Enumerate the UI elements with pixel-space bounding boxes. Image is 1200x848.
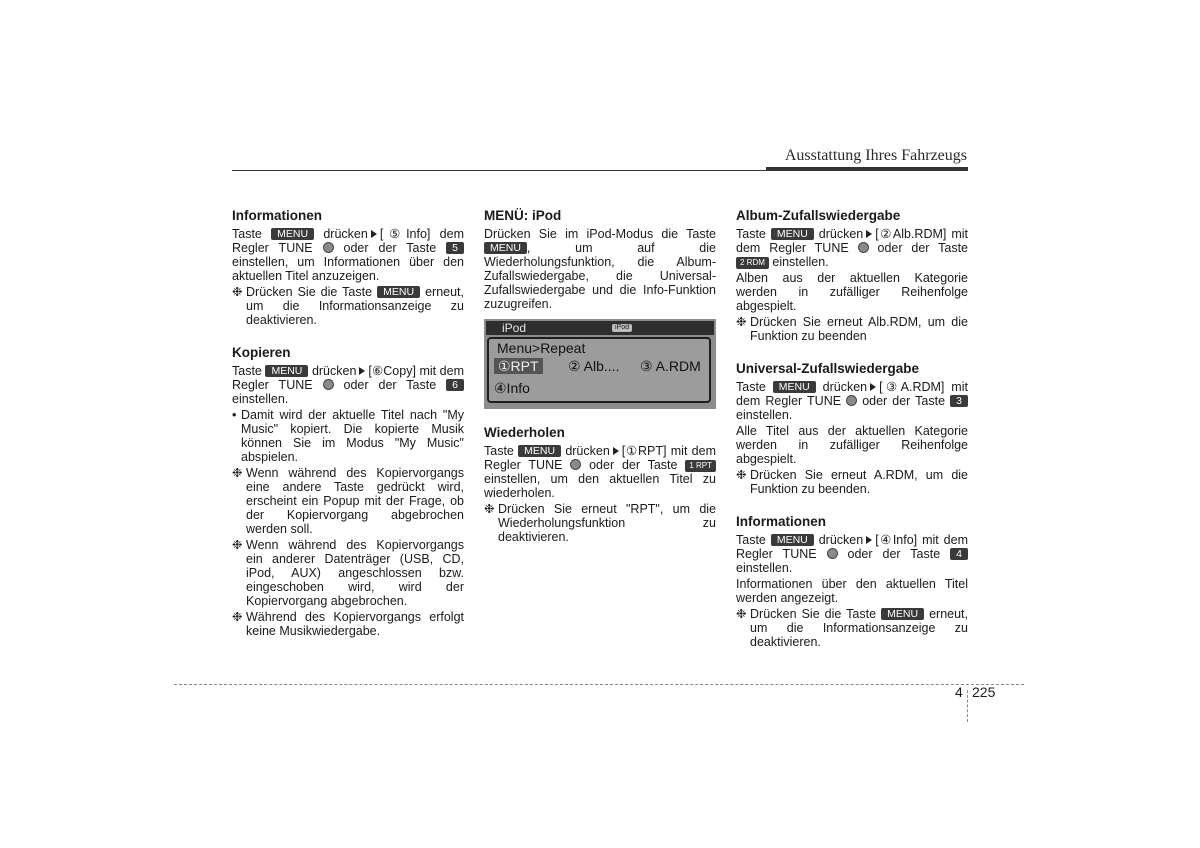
column-2 (484, 208, 716, 546)
text: einstellen. (772, 255, 829, 269)
paragraph (232, 364, 464, 406)
key-5: 5 (446, 242, 464, 254)
column-3 (736, 208, 968, 651)
text: [①RPT] mit dem Regler TUNE (484, 444, 716, 472)
menu-key: MENU (265, 365, 308, 377)
text: , um auf die Wiederholungsfunktion, die Album-Zufallswiedergabe, die Universal-Zufallswiedergabe und die Info-Funktion zuzugreifen. (484, 241, 716, 311)
text: Taste (736, 533, 766, 547)
text: oder der Taste (847, 547, 941, 561)
paragraph (736, 227, 968, 269)
note (232, 610, 464, 638)
display-option-info: ④Info (494, 380, 530, 396)
chapter-number: 4 (955, 684, 963, 700)
note-marker-icon: ❉ (232, 538, 243, 552)
note (736, 468, 968, 496)
section-heading-informationen: Informationen (232, 208, 322, 223)
section-heading-universal-zufall: Universal-Zufallswiedergabe (736, 361, 920, 376)
bullet-icon: • (232, 408, 237, 422)
text: Drücken Sie erneut A.RDM, um die Funktion zu beenden. (750, 468, 968, 496)
text: erneut, um die Informationsanzeige zu deaktivieren. (246, 285, 464, 327)
tune-knob-icon (858, 242, 869, 253)
paragraph (736, 380, 968, 422)
text: Wenn während des Kopiervorgangs ein anderer Datenträger (USB, CD, iPod, AUX) angeschlossen bzw. eingeschoben wird, wird der Kopiervorgang abgebrochen. (246, 538, 464, 608)
column-1 (232, 208, 464, 640)
text: Taste (232, 364, 262, 378)
text: drücken (818, 533, 864, 547)
text: [④Info] mit dem Regler TUNE (736, 533, 968, 561)
note (484, 502, 716, 544)
text: Drücken Sie erneut Alb.RDM, um die Funktion zu beenden (750, 315, 968, 343)
text: drücken (822, 380, 868, 394)
display-menu-panel (487, 337, 711, 403)
text: oder der Taste (343, 241, 437, 255)
section-heading-informationen-2: Informationen (736, 514, 826, 529)
ipod-display-screenshot (484, 319, 716, 409)
text: Taste (736, 380, 766, 394)
header-rule (232, 170, 968, 171)
paragraph (484, 444, 716, 500)
text: oder der Taste (343, 378, 437, 392)
note (232, 466, 464, 536)
section-heading-menu-ipod: MENÜ: iPod (484, 208, 562, 223)
note (736, 315, 968, 343)
note (232, 538, 464, 608)
key-2-rdm: 2 RDM (736, 257, 769, 269)
tune-knob-icon (323, 379, 334, 390)
paragraph: Alle Titel aus der aktuellen Kategorie werden in zufälliger Reihenfolge abgespielt. (736, 424, 968, 466)
arrow-right-icon (866, 230, 872, 238)
note (232, 285, 464, 327)
text: Taste (736, 227, 766, 241)
note-marker-icon: ❉ (232, 466, 243, 480)
text: einstellen. (232, 392, 289, 406)
section-heading-album-zufall: Album-Zufallswiedergabe (736, 208, 901, 223)
note-marker-icon: ❉ (736, 607, 747, 621)
text: einstellen. (736, 408, 793, 422)
page-number: 225 (972, 684, 996, 700)
arrow-right-icon (866, 536, 872, 544)
tune-knob-icon (827, 548, 838, 559)
menu-key: MENU (771, 534, 814, 546)
tune-knob-icon (323, 242, 334, 253)
display-top-bar (486, 321, 714, 335)
section-heading-wiederholen: Wiederholen (484, 425, 565, 440)
arrow-right-icon (613, 447, 619, 455)
menu-key: MENU (771, 228, 814, 240)
text: drücken (323, 227, 368, 241)
key-3: 3 (950, 395, 968, 407)
note-marker-icon: ❉ (484, 502, 495, 516)
menu-key: MENU (377, 286, 420, 298)
display-option-rpt: ①RPT (494, 358, 543, 374)
section-heading-kopieren: Kopieren (232, 345, 291, 360)
page-header-title: Ausstattung Ihres Fahrzeugs (784, 147, 967, 164)
display-options-row (494, 359, 704, 373)
text: drücken (311, 364, 357, 378)
note-marker-icon: ❉ (232, 610, 243, 624)
menu-key: MENU (773, 381, 816, 393)
note (736, 607, 968, 649)
tune-knob-icon (846, 395, 857, 406)
text: [⑤Info] dem Regler TUNE (232, 227, 464, 255)
bullet-item (232, 408, 464, 464)
text: Während des Kopiervorgangs erfolgt keine Musikwiedergabe. (246, 610, 464, 638)
text: oder der Taste (589, 458, 678, 472)
text: Drücken Sie die Taste (246, 285, 373, 299)
menu-key: MENU (518, 445, 561, 457)
display-option-ardm: ③ A.RDM (640, 358, 701, 374)
display-option-alb: ② Alb.... (568, 358, 620, 374)
text: oder der Taste (877, 241, 968, 255)
text: drücken (565, 444, 610, 458)
key-4: 4 (950, 548, 968, 560)
note-marker-icon: ❉ (736, 468, 747, 482)
paragraph (232, 227, 464, 283)
text: [③A.RDM] mit dem Regler TUNE (736, 380, 968, 408)
note-marker-icon: ❉ (232, 285, 243, 299)
text: erneut, um die Informationsanzeige zu deaktivieren. (750, 607, 968, 649)
text: Drücken Sie erneut "RPT", um die Wiederholungsfunktion zu deaktivieren. (498, 502, 716, 544)
tune-knob-icon (570, 459, 581, 470)
note-marker-icon: ❉ (736, 315, 747, 329)
text: Taste (484, 444, 514, 458)
menu-key: MENU (881, 608, 924, 620)
arrow-right-icon (371, 230, 377, 238)
text: Drücken Sie die Taste (750, 607, 877, 621)
arrow-right-icon (359, 367, 365, 375)
paragraph: Informationen über den aktuellen Titel werden angezeigt. (736, 577, 968, 605)
paragraph (484, 227, 716, 311)
paragraph (736, 533, 968, 575)
text: Wenn während des Kopiervorgangs eine andere Taste gedrückt wird, erscheint ein Popup mit der Frage, ob der Kopiervorgang abgebrochen werden soll. (246, 466, 464, 536)
footer-divider (967, 690, 968, 722)
paragraph: Alben aus der aktuellen Kategorie werden in zufälliger Reihenfolge abgespielt. (736, 271, 968, 313)
text: [⑥Copy] mit dem Regler TUNE (232, 364, 464, 392)
text: [②Alb.RDM] mit dem Regler TUNE (736, 227, 968, 255)
text: einstellen, um den aktuellen Titel zu wiederholen. (484, 472, 716, 500)
text: einstellen. (736, 561, 793, 575)
text: Taste (232, 227, 262, 241)
display-tab-label: iPod (502, 321, 527, 335)
arrow-right-icon (870, 383, 876, 391)
footer-dashed-rule (174, 684, 1024, 685)
text: Drücken Sie im iPod-Modus die Taste (484, 227, 716, 241)
display-menu-title: Menu>Repeat (497, 340, 586, 356)
text: Damit wird der aktuelle Titel nach "My Music" kopiert. Die kopierte Musik können Sie im Modus "My Music" abspielen. (241, 408, 464, 464)
text: drücken (818, 227, 864, 241)
menu-key: MENU (271, 228, 314, 240)
menu-key: MENU (484, 242, 527, 254)
text: oder der Taste (862, 394, 946, 408)
display-source-badge: iPod (612, 324, 632, 332)
key-6: 6 (446, 379, 464, 391)
text: einstellen, um Informationen über den aktuellen Titel anzuzeigen. (232, 255, 464, 283)
key-1-rpt: 1 RPT (685, 460, 716, 472)
